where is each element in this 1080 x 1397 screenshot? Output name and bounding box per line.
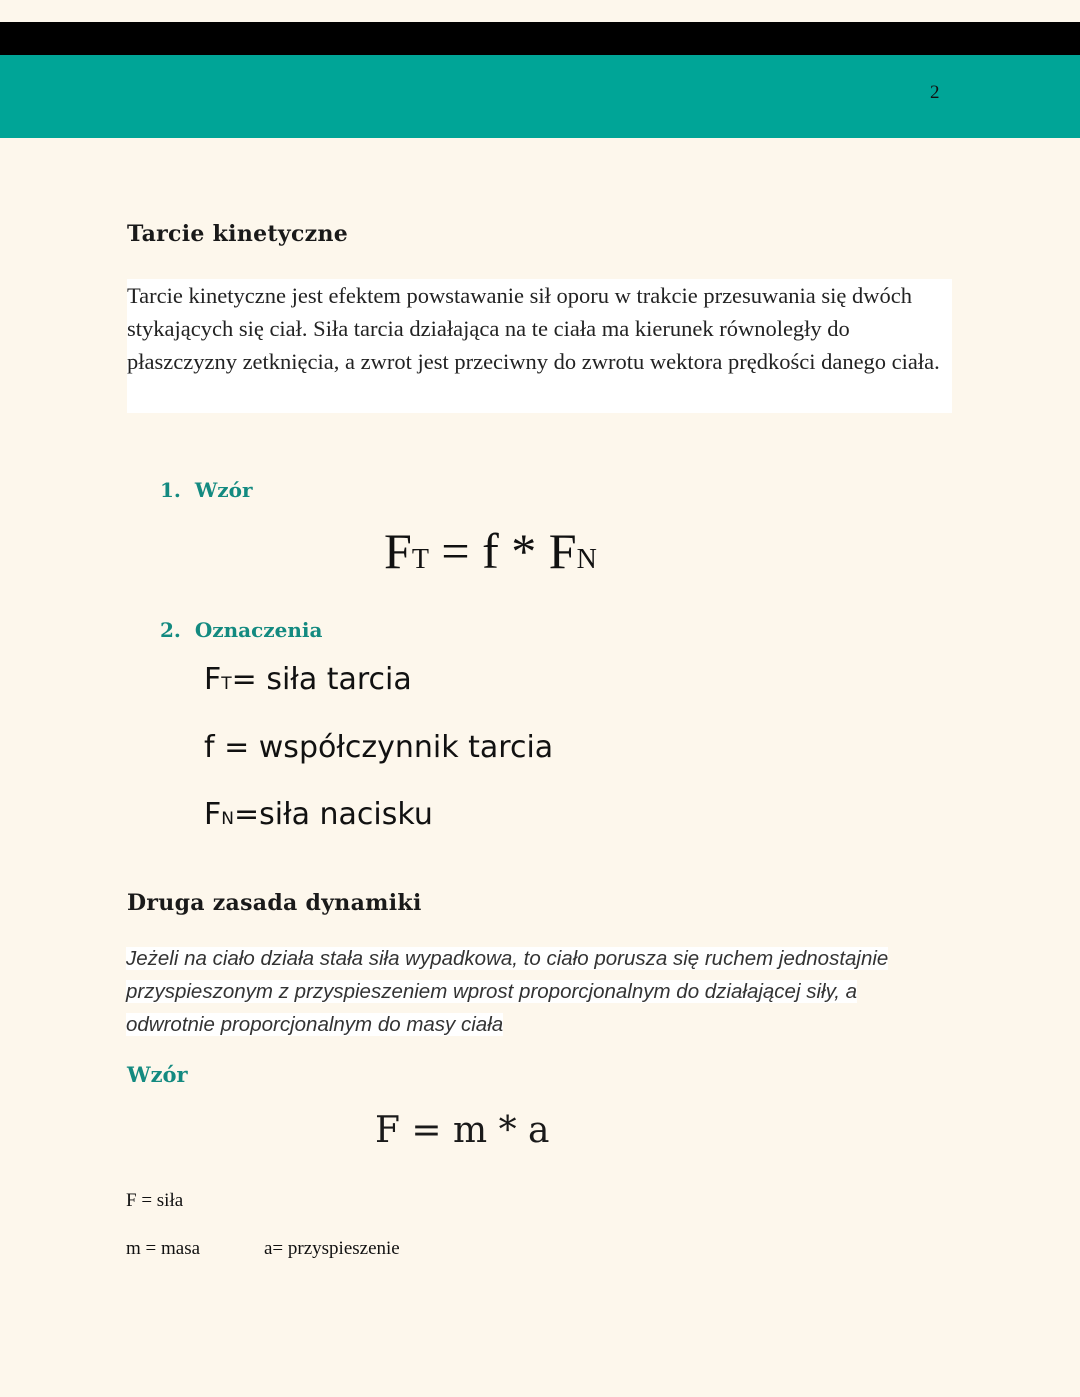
statement-line: Jeżeli na ciało działa stała siła wypadkowa, to ciało porusza się ruchem jednostajnie	[126, 947, 889, 970]
formula-heading: Wzór	[127, 1062, 188, 1087]
list-item-notation	[160, 618, 322, 642]
legend-mass: m = masa	[126, 1238, 201, 1259]
formula-symbol: F	[384, 523, 412, 579]
section-title-kinetic-friction: Tarcie kinetyczne	[127, 221, 349, 247]
def-text: =siła nacisku	[233, 797, 433, 832]
definition-friction-force	[204, 662, 412, 697]
second-law-statement	[126, 942, 926, 1041]
kinetic-friction-paragraph: Tarcie kinetyczne jest efektem powstawanie sił oporu w trakcie przesuwania się dwóch stykających się ciał. Siła tarcia działająca na te ciała ma kierunek równoległy do płaszczyzny zetknięcia, a zwrot jest przeciwny do zwrotu wektora prędkości danego ciała.	[127, 279, 952, 413]
formula-body: = f * F	[428, 523, 577, 579]
second-law-formula: F = m * a	[375, 1110, 550, 1151]
def-subscript: N	[221, 809, 234, 829]
list-number: 2.	[160, 618, 181, 642]
list-label: Oznaczenia	[194, 618, 323, 642]
top-black-bar	[0, 22, 1080, 55]
list-number: 1.	[160, 478, 181, 502]
list-label: Wzór	[194, 478, 253, 502]
def-symbol: F	[204, 797, 222, 832]
formula-subscript: N	[576, 544, 597, 575]
legend-force: F = siła	[126, 1190, 184, 1211]
section-title-second-law: Druga zasada dynamiki	[127, 890, 422, 916]
def-subscript: T	[221, 674, 232, 694]
friction-formula	[384, 522, 597, 580]
def-text: = siła tarcia	[231, 662, 412, 697]
page-number: 2	[930, 82, 940, 103]
formula-subscript: T	[411, 544, 429, 575]
definition-normal-force	[204, 797, 433, 832]
statement-line: przyspieszonym z przyspieszeniem wprost proporcjonalnym do działającej siły, a	[126, 980, 858, 1003]
definition-coefficient	[204, 730, 553, 765]
list-item-formula	[160, 478, 253, 502]
def-symbol: F	[204, 662, 222, 697]
def-symbol: f	[204, 730, 215, 765]
legend-acceleration: a= przyspieszenie	[264, 1238, 400, 1259]
statement-line: odwrotnie proporcjonalnym do masy ciała	[126, 1013, 504, 1036]
header-band	[0, 55, 1080, 138]
def-text: = współczynnik tarcia	[214, 730, 554, 765]
